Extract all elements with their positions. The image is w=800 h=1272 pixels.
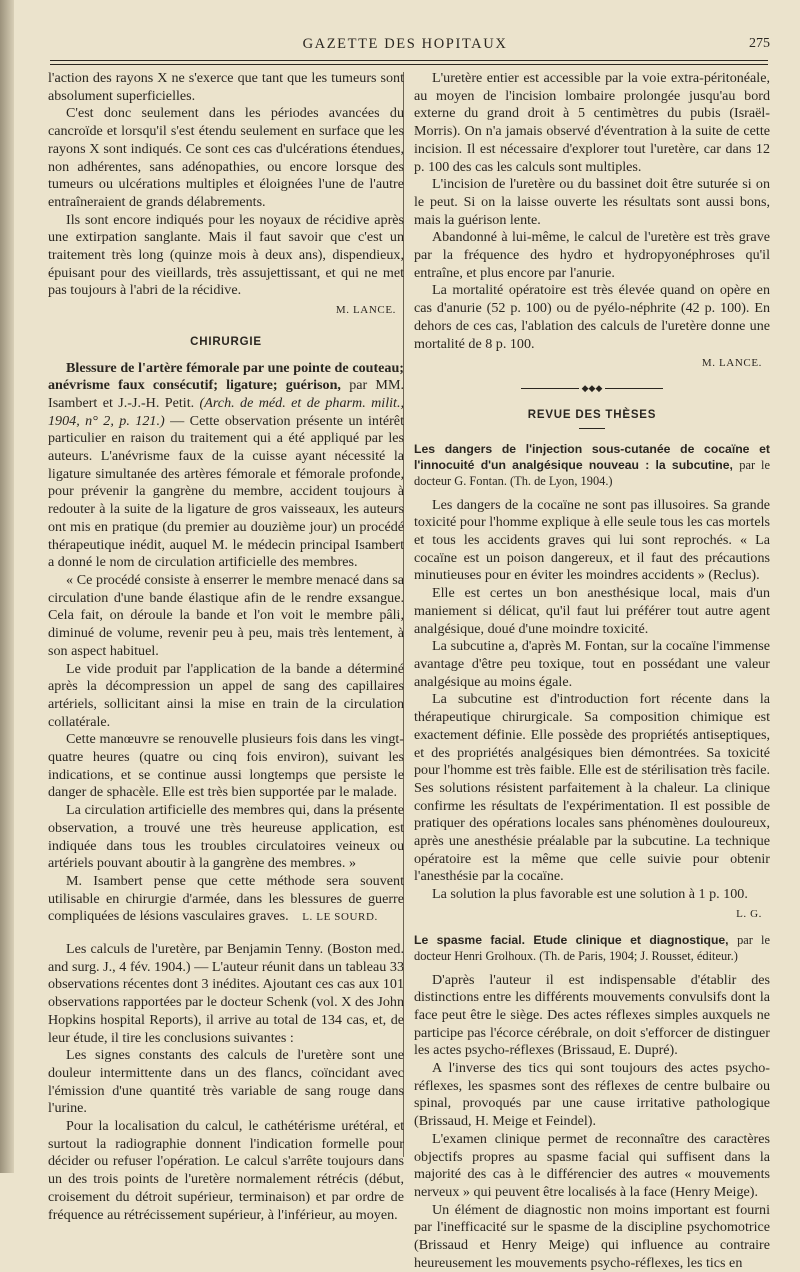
separator-line xyxy=(521,388,579,389)
section-heading-chirurgie: CHIRURGIE xyxy=(190,335,262,348)
section-heading-revue-des-theses: REVUE DES THÈSES xyxy=(527,408,657,421)
paragraph: Cette manœuvre se renouvelle plusieurs fois dans les vingt-quatre heures (quatre ou cinq fois environ), suivant les indications, et se continue aussi longtemps que persiste le danger de sphacèle. Elle est très bien supportée par le malade. xyxy=(48,731,404,801)
paragraph: La circulation artificielle des membres qui, dans la présente observation, a trouvé une très heureuse application, est indiquée dans tous les troubles circulatoires veineux ou artériels pouvant aboutir à la gangrène des membres. » xyxy=(48,802,404,872)
thesis-title: Les dangers de l'injection sous-cutanée de cocaïne et l'innocuité d'un analgésique nouveau : la subcutine, xyxy=(414,441,770,472)
paragraph: Les dangers de la cocaïne ne sont pas illusoires. Sa grande toxicité pour l'homme explique à elle seule tous les cas mortels et tous les accidents graves qui lui sont reprochés. « La cocaïne est un poison dangereux, et il faut des précautions minutieuses pour en éviter les moindres accidents » (Reclus). xyxy=(414,496,770,584)
paragraph: La mortalité opératoire est très élevée quand on opère en cas d'anurie (52 p. 100) ou de pyélo-néphrite (42 p. 100). En dehors de ces cas, l'ablation des calculs de l'uretère donne une mortalité de 8 p. 100. xyxy=(414,282,770,352)
spacer xyxy=(414,924,770,932)
page-number: 275 xyxy=(749,36,770,51)
journal-title: GAZETTE DES HOPITAUX xyxy=(302,36,508,52)
paragraph: La subcutine a, d'après M. Fontan, sur la cocaïne l'immense avantage d'être peu toxique, tout en possédant une valeur analgésique au moins égale. xyxy=(414,638,770,690)
paragraph: Elle est certes un bon anesthésique local, mais d'un maniement si délicat, qu'il faut lui préférer tout autre agent analgésique, doué d'une moindre toxicité. xyxy=(414,585,770,637)
paragraph: Pour la localisation du calcul, le cathétérisme urétéral, et surtout la radiographie donnent l'indication formelle pour décider ou refuser l'opération. Le calcul s'arrête toujours dans un des trois points de l'uretère normalement rétrécis (début, croisement du détroit supérieur, terminaison) et par ordre de fréquence au rétrécissement supérieur, à l'inférieur, au moyen. xyxy=(48,1118,404,1223)
page-binding-edge xyxy=(0,0,14,1173)
article-entry: Les calculs de l'uretère, par Benjamin Tenny. (Boston med. and surg. J., 4 fév. 1904.) — L'auteur réunit dans un tableau 33 observations récentes dont 3 inédites. Ajoutant ces cas aux 101 observations rapportées par le docteur Schenk (vol. X des John Hopkins hospital Reports), il arrive au total de 134 cas, et, de leur étude, il tire les conclusions suivantes : xyxy=(48,941,404,1046)
section-separator xyxy=(414,383,770,393)
paragraph: A l'inverse des tics qui sont toujours des actes psycho-réflexes, les spasmes sont des réflexes de centre bulbaire ou spinal, provoqués par une cause irritative pathologique (Brissaud, H. Meige et Feindel). xyxy=(414,1060,770,1130)
author-signature: M. LANCE. xyxy=(335,304,396,317)
article-text: — Cette observation présente un intérêt particulier en raison du traitement qui a été appliqué par les auteurs. L'anévrisme faux de la cuisse ayant nécessité la ligature simultanée des artères fémorale et fémorale profonde, pour prévenir la gangrène du membre, accident toujours à redouter à la suite de la ligature de gros vaisseaux, les auteurs ont mis en pratique (du premier au douzième jour) un procédé thérapeutique inédit, auquel M. le médecin principal Isambert a donné le nom de circulation artificielle des membres. xyxy=(48,412,404,571)
header-rule-thin xyxy=(50,64,768,65)
article-reference: (Arch. de méd. et de pharm. milit., 1904, n° 2, p. 121.) xyxy=(48,394,404,429)
article-authors: par MM. Isambert et J.-J.-H. Petit. xyxy=(48,377,404,411)
article-entry xyxy=(48,360,404,572)
paragraph: L'incision de l'uretère ou du bassinet doit être suturée si on le peut. Si on la laisse ouverte les résultats sont aussi bons, mais la guérison lente. xyxy=(414,176,770,228)
paragraph: L'uretère entier est accessible par la voie extra-péritonéale, au moyen de l'incision lombaire prolongée jusqu'au bord externe du grand droit à 5 centimètres du pubis (Israël-Morris). On n'a jamais observé d'éventration à la suite de cette incision. Il est nécessaire d'explorer tout l'uretère, car dans 12 p. 100 des cas les calculs sont multiples. xyxy=(414,70,770,175)
paragraph: D'après l'auteur il est indispensable d'établir des distinctions entre les différents mouvements convulsifs dont la face peut être le siège. Des actes réflexes simples auxquels ne participe pas l'écorce cérébrale, on doit s'efforcer de distinguer les actes psycho-réflexes (Brissaud, E. Dupré). xyxy=(414,971,770,1059)
thesis-title: Le spasme facial. Etude clinique et diagnostique, xyxy=(414,932,729,947)
author-signature: L. G. xyxy=(736,907,762,920)
paragraph: Un élément de diagnostic non moins important est fourni par l'inefficacité sur le spasme de la discipline psychomotrice (Brissaud et Henry Meige) qui influence au contraire heureusement les mouvements psycho-réflexes, les tics en xyxy=(414,1201,770,1271)
article-title: Blessure de l'artère fémorale par une pointe de couteau; anévrisme faux consécutif; ligature; guérison, xyxy=(48,359,404,394)
spacer xyxy=(414,489,770,497)
paragraph: Le vide produit par l'application de la bande a déterminé après la décompression un appel de sang des capillaires artériels, sollicitant ainsi la mise en train de la circulation collatérale. xyxy=(48,660,404,730)
author-signature: L. LE SOURD. xyxy=(302,911,378,924)
paragraph: La solution la plus favorable est une solution à 1 p. 100. xyxy=(432,886,748,903)
thesis-author: par le docteur Henri Grolhoux. (Th. de Paris, 1904; J. Rousset, éditeur.) xyxy=(414,932,770,963)
thesis-entry xyxy=(414,932,770,964)
separator-line xyxy=(605,388,663,389)
right-column xyxy=(414,70,770,1272)
spacer xyxy=(48,927,404,941)
paragraph: l'action des rayons X ne s'exerce que tant que les tumeurs sont absolument superficielles. xyxy=(48,70,404,104)
page-header xyxy=(40,32,770,56)
paragraph xyxy=(48,873,404,927)
paragraph: L'examen clinique permet de reconnaître des caractères objectifs propres au spasme facial qui suffisent dans la majorité des cas à le différencier des autres « mouvements nerveux » qui peuvent être localisés à la face (Henry Meige). xyxy=(414,1130,770,1200)
spacer xyxy=(414,964,770,972)
paragraph: Ils sont encore indiqués pour les noyaux de récidive après une extirpation sanglante. Mais il faut savoir que c'est un traitement très long (quinze mois à deux ans), dispendieux, épuisant pour des vieillards, très assujettissant, et qui ne met pas toujours à l'abri de la récidive. xyxy=(48,211,404,299)
thesis-entry xyxy=(414,441,770,489)
paragraph-text: M. Isambert pense que cette méthode sera souvent utilisable en chirurgie d'armée, dans les blessures de guerre compliquées de lésions vasculaires graves. xyxy=(48,872,404,925)
paragraph: Abandonné à lui-même, le calcul de l'uretère est très grave par la fréquence des hydro et hydropyonéphroses qu'il entraîne, et plus encore par l'anurie. xyxy=(414,229,770,281)
author-signature: M. LANCE. xyxy=(701,357,762,370)
paragraph: Les signes constants des calculs de l'uretère sont une douleur intermittente dans un des flancs, coïncidant avec l'émission d'une quantité très variable de sang rouge dans l'urine. xyxy=(48,1047,404,1117)
paragraph: C'est donc seulement dans les périodes avancées du cancroïde et lorsqu'il s'est étendu seulement en surface que les rayons X sont indiqués. Ce sont ces cas d'ulcérations étendues, non adhérentes, sans adénopathies, ou encore lorsque des tumeurs ou ulcérations multiples et éloignées l'une de l'autre entraîneraient de grands délabrements. xyxy=(48,105,404,210)
paragraph: La subcutine est d'introduction fort récente dans la thérapeutique chirurgicale. Sa composition chimique est exactement définie. Elle possède des propriétés antiseptiques, et des propriétés analgésiques bien démontrées. Sa toxicité pour l'homme est très faible. Elle est de stérilisation très facile. Ses solutions résistent parfaitement à la chaleur. La clinique confirme les résultats de l'expérimentation. Il est possible de pratiquer des opérations locales sans phénomènes douloureux, après une anesthésie préalable par la subcutine. La technique opératoire est la même que celle suivie pour obtenir l'anesthésie par la cocaïne. xyxy=(414,691,770,885)
paragraph: « Ce procédé consiste à enserrer le membre menacé dans sa circulation d'une bande élastique afin de le rendre exsangue. Cela fait, on déroule la bande et l'on voit le membre pâli, diminué de volume, revenir peu à peu, mais très lentement, à son aspect habituel. xyxy=(48,571,404,659)
left-column xyxy=(48,70,404,1224)
header-rule-thick xyxy=(50,60,768,61)
separator-ornament-icon: ◆◆◆ xyxy=(581,382,603,393)
thesis-author: par le docteur G. Fontan. (Th. de Lyon, 1904.) xyxy=(414,457,770,488)
section-underline xyxy=(579,428,605,429)
